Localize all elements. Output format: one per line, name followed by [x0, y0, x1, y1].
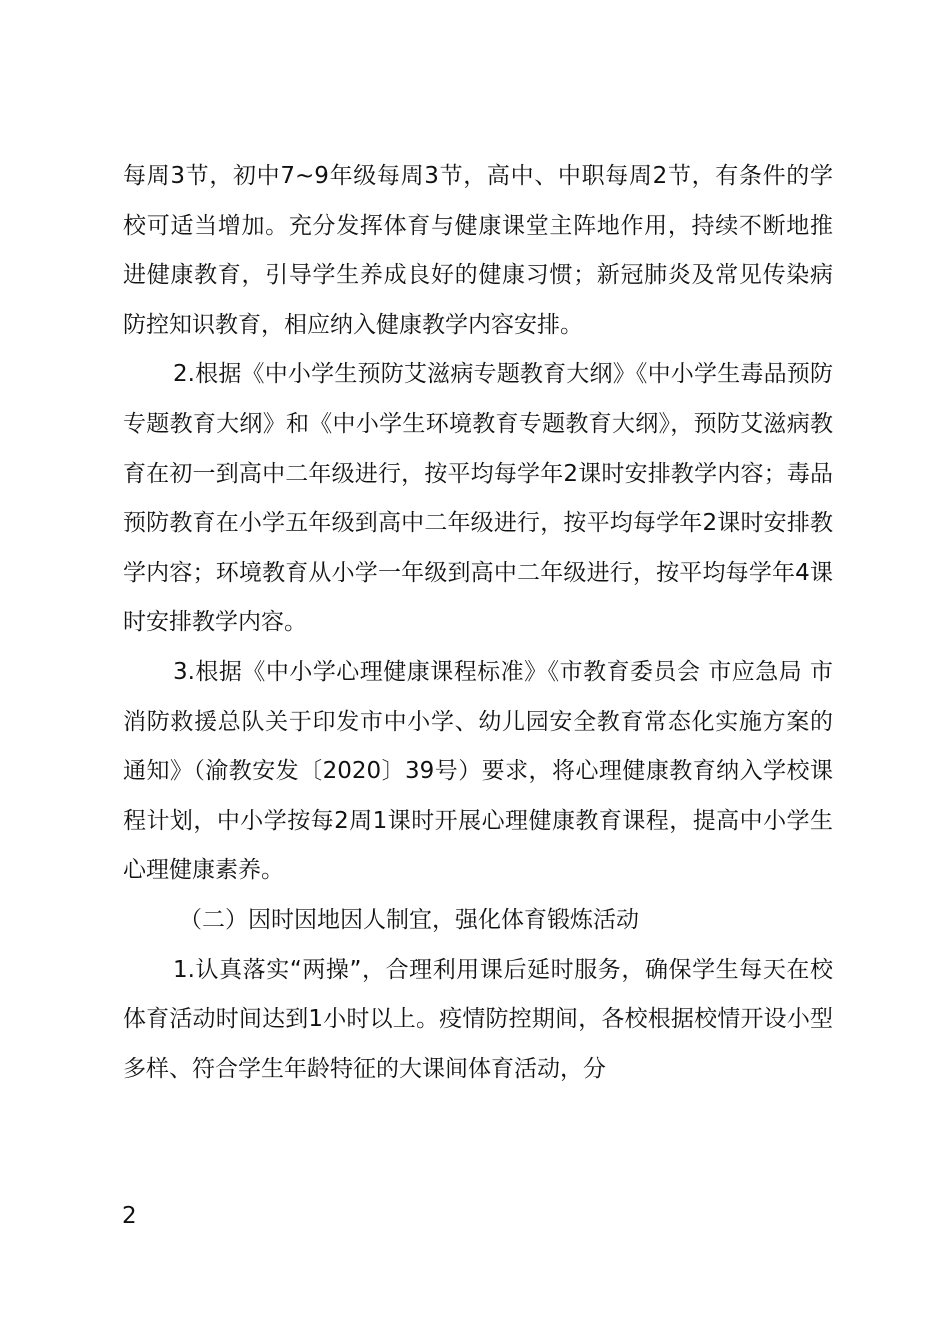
paragraph-item-2: 2.根据《中小学生预防艾滋病专题教育大纲》《中小学生毒品预防专题教育大纲》和《中小学生环境教育专题教育大纲》，预防艾滋病教育在初一到高中二年级进行，按平均每学年2课时安排教学内容；毒品预防教育在小学五年级到高中二年级进行，按平均每学年2课时安排教学内容；环境教育从小学一年级到高中二年级进行，按平均每学年4课时安排教学内容。	[123, 361, 833, 636]
section-heading: （二）因时因地因人制宜，强化体育锻炼活动	[179, 906, 639, 933]
paragraph-item-3: 3.根据《中小学心理健康课程标准》《市教育委员会 市应急局 市消防救援总队关于印发市中小学、幼儿园安全教育常态化实施方案的通知》（渝教安发〔2020〕39号）要求，将心理健康教育纳入学校课程计划，中小学按每2周1课时开展心理健康教育课程，提高中小学生心理健康素养。	[123, 658, 833, 884]
page-number: 2	[122, 1203, 137, 1229]
paragraph-continuation: 每周3节，初中7~9年级每周3节，高中、中职每周2节，有条件的学校可适当增加。充分发挥体育与健康课堂主阵地作用，持续不断地推进健康教育，引导学生养成良好的健康习惯；新冠肺炎及常见传染病防控知识教育，相应纳入健康教学内容安排。	[123, 163, 833, 338]
body-text	[123, 152, 833, 1094]
paragraph-item-1: 1.认真落实“两操”，合理利用课后延时服务，确保学生每天在校体育活动时间达到1小时以上。疫情防控期间，各校根据校情开设小型多样、符合学生年龄特征的大课间体育活动，分	[123, 956, 833, 1082]
